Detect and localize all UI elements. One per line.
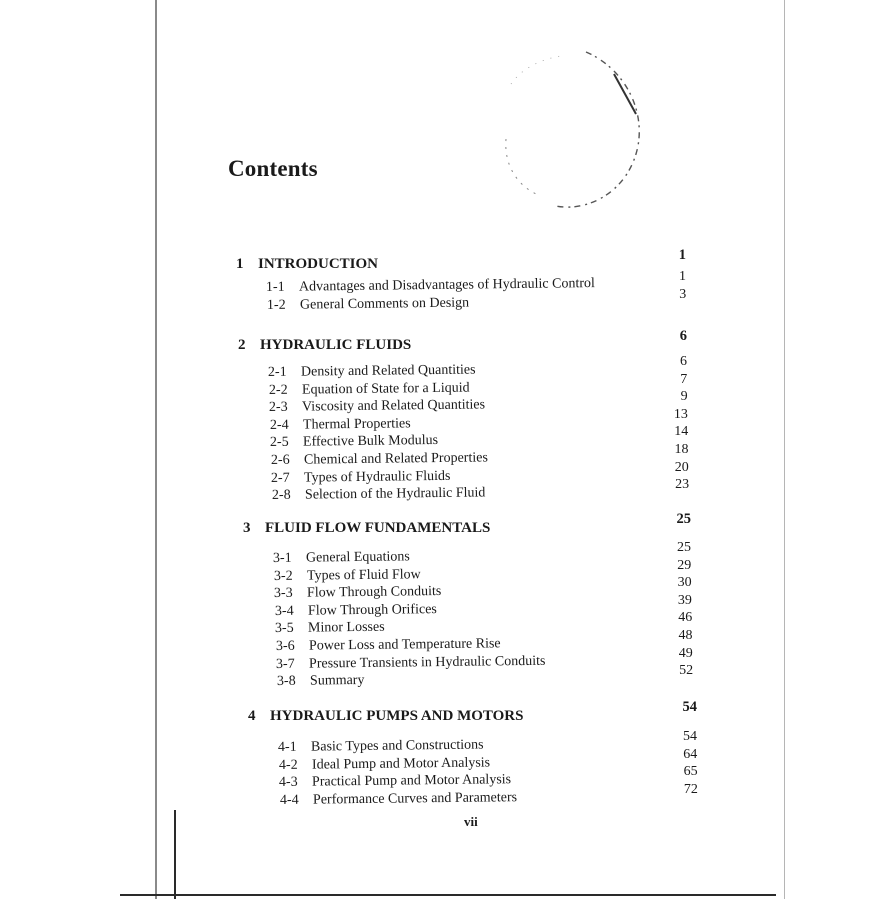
section-title: Thermal Properties — [302, 416, 411, 433]
section-page-number: 25 — [677, 540, 691, 555]
section-entry — [270, 450, 487, 469]
chapter-title: HYDRAULIC PUMPS AND MOTORS — [270, 708, 524, 724]
section-number: 2-8 — [271, 487, 291, 504]
section-number: 2-7 — [270, 470, 290, 486]
section-title: Advantages and Disadvantages of Hydraulic Control — [298, 276, 595, 295]
section-number: 4-2 — [278, 757, 298, 773]
section-title: Pressure Transients in Hydraulic Conduits — [308, 653, 546, 672]
section-page-number: 13 — [673, 406, 688, 422]
chapter-title: INTRODUCTION — [258, 256, 379, 272]
chapter-title: FLUID FLOW FUNDAMENTALS — [265, 520, 491, 536]
section-entry — [268, 363, 476, 381]
section-title: Types of Fluid Flow — [306, 566, 421, 584]
section-number: 3-5 — [274, 621, 294, 637]
section-entry — [275, 620, 385, 637]
section-entry — [279, 790, 516, 809]
section-page-number: 64 — [683, 746, 698, 762]
section-page-number: 39 — [677, 592, 692, 608]
section-entry — [269, 398, 485, 417]
section-entry — [276, 673, 364, 690]
section-number: 2-2 — [268, 382, 288, 398]
section-entry — [275, 636, 500, 655]
section-entry — [270, 433, 438, 451]
section-entry — [273, 549, 410, 567]
section-entry — [266, 276, 595, 296]
section-number: 3-1 — [272, 550, 292, 566]
section-number: 2-1 — [267, 364, 287, 380]
section-entry — [274, 602, 436, 620]
section-page-number: 18 — [674, 442, 689, 457]
section-number: 3-2 — [273, 568, 293, 584]
chapter-number: 3 — [243, 520, 251, 536]
chapter-page-number: 6 — [679, 328, 687, 344]
section-page-number: 1 — [679, 269, 686, 284]
section-title: Practical Pump and Motor Analysis — [311, 772, 512, 790]
section-entry — [268, 380, 469, 398]
section-entry — [278, 738, 484, 756]
page-folio: vii — [464, 814, 478, 829]
section-title: Summary — [309, 673, 365, 689]
section-page-number: 29 — [677, 557, 692, 573]
section-title: Chemical and Related Properties — [303, 450, 488, 468]
section-title: Density and Related Quantities — [300, 362, 476, 380]
section-number: 3-6 — [275, 638, 295, 654]
chapter-page-number: 25 — [676, 511, 691, 527]
section-page-number: 23 — [675, 477, 690, 493]
section-number: 1-1 — [265, 279, 285, 295]
section-title: Equation of State for a Liquid — [301, 380, 470, 398]
section-title: Basic Types and Constructions — [310, 737, 484, 755]
section-page-number: 46 — [678, 610, 693, 626]
section-title: Effective Bulk Modulus — [302, 433, 439, 450]
section-number: 2-6 — [270, 452, 290, 468]
section-entry — [274, 584, 441, 602]
section-number: 3-4 — [274, 603, 294, 619]
section-page-number: 72 — [683, 781, 698, 797]
chapter-page-number: 1 — [678, 247, 686, 263]
section-title: General Equations — [305, 549, 410, 566]
section-title: Minor Losses — [307, 620, 385, 636]
section-number: 4-4 — [279, 792, 299, 808]
section-number: 2-4 — [269, 417, 289, 433]
section-page-number: 14 — [674, 424, 689, 440]
section-number: 4-1 — [277, 739, 297, 755]
section-title: Flow Through Orifices — [307, 601, 437, 619]
section-title: General Comments on Design — [299, 295, 469, 313]
section-entry — [269, 416, 410, 434]
section-entry — [266, 295, 468, 313]
chapter-heading — [238, 337, 411, 354]
chapter-number: 4 — [248, 708, 256, 724]
section-entry — [271, 486, 485, 505]
section-page-number: 3 — [679, 286, 687, 302]
section-title: Ideal Pump and Motor Analysis — [311, 755, 490, 773]
section-number: 3-3 — [273, 585, 293, 602]
section-entry — [278, 755, 489, 774]
page-title: Contents — [228, 156, 318, 181]
section-page-number: 20 — [674, 459, 689, 475]
chapter-heading — [236, 256, 378, 273]
section-title: Performance Curves and Parameters — [312, 789, 517, 808]
section-page-number: 30 — [677, 575, 692, 591]
section-page-number: 52 — [679, 663, 694, 679]
section-page-number: 65 — [683, 764, 698, 780]
section-title: Types of Hydraulic Fluids — [303, 468, 451, 486]
chapter-number: 2 — [238, 337, 246, 353]
section-number: 3-7 — [275, 656, 295, 672]
section-number: 4-3 — [278, 774, 298, 791]
section-number: 2-3 — [268, 399, 288, 416]
chapter-page-number: 54 — [682, 699, 697, 715]
chapter-heading — [248, 708, 523, 725]
section-number: 1-2 — [266, 297, 286, 313]
section-number: 3-8 — [276, 673, 296, 690]
section-title: Selection of the Hydraulic Fluid — [304, 485, 485, 503]
chapter-title: HYDRAULIC FLUIDS — [260, 337, 412, 353]
section-title: Flow Through Conduits — [306, 584, 442, 601]
chapter-heading — [243, 520, 490, 537]
section-number: 2-5 — [269, 435, 289, 451]
chapter-number: 1 — [236, 256, 244, 272]
section-page-number: 54 — [683, 729, 697, 744]
section-page-number: 48 — [678, 628, 693, 643]
section-entry — [273, 567, 420, 585]
section-entry — [271, 468, 451, 486]
section-entry — [276, 653, 546, 672]
section-page-number: 6 — [680, 354, 687, 369]
section-page-number: 9 — [680, 389, 688, 405]
section-title: Viscosity and Related Quantities — [301, 397, 486, 415]
section-title: Power Loss and Temperature Rise — [308, 636, 501, 654]
section-entry — [279, 772, 511, 791]
section-page-number: 7 — [680, 371, 688, 387]
section-page-number: 49 — [678, 645, 693, 661]
